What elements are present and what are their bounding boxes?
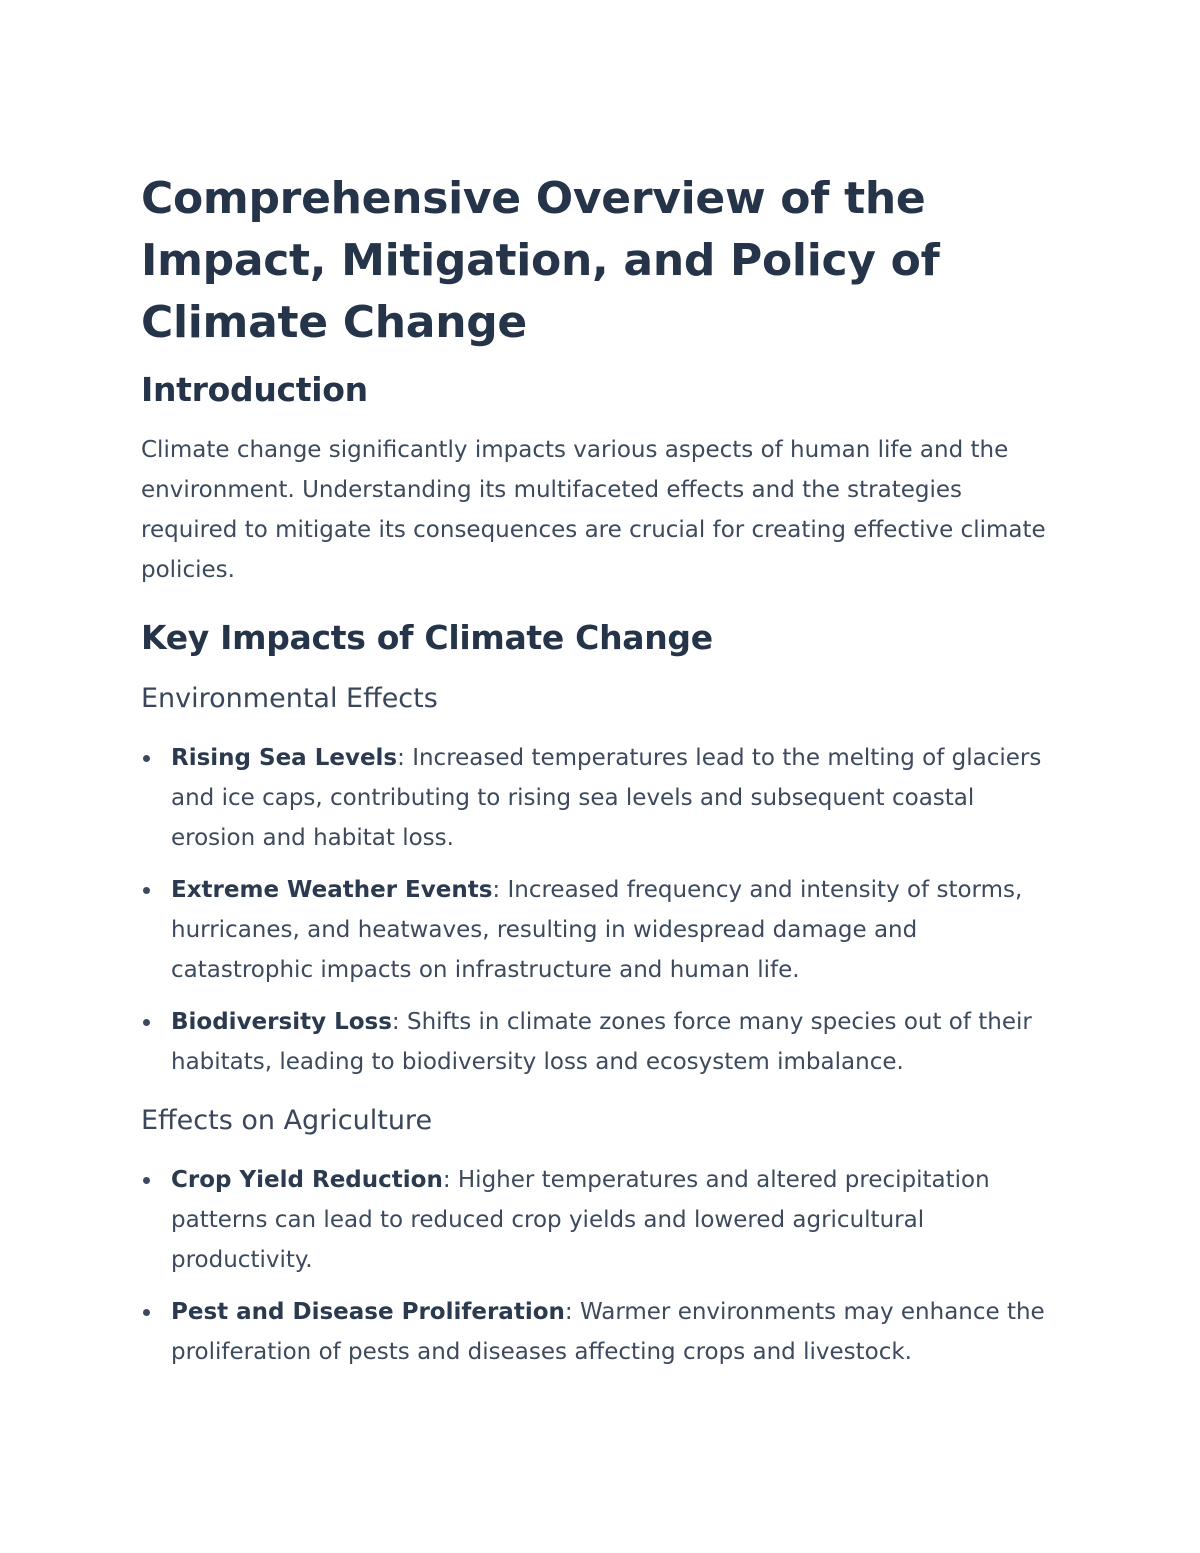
subsection-heading-effects-on-agriculture: Effects on Agriculture (141, 1105, 433, 1136)
list-item (141, 1002, 1061, 1082)
list-item-text: : Increased frequency and intensity of storms, hurricanes, and heatwaves, resulting in widespread damage and catastrophic impacts on infrastructure and human life. (171, 877, 1023, 983)
section-heading-introduction: Introduction (141, 370, 368, 409)
list-item-text: : Higher temperatures and altered precipitation patterns can lead to reduced crop yields and lowered agricultural productivity. (171, 1167, 990, 1273)
introduction-paragraph: Climate change significantly impacts various aspects of human life and the environment. Understanding its multifaceted effects and the strategies required to mitigate its consequences are crucial for creating effective climate policies. (141, 437, 1046, 583)
document-page (141, 168, 1061, 1372)
subsection-heading-environmental-effects: Environmental Effects (141, 683, 438, 714)
list-item-text: : Increased temperatures lead to the melting of glaciers and ice caps, contributing to rising sea levels and subsequent coastal erosion and habitat loss. (171, 745, 1042, 851)
list-item (141, 1160, 1061, 1280)
environmental-effects-list (141, 738, 1061, 1082)
bullet-icon (143, 1019, 150, 1026)
bullet-icon (143, 887, 150, 894)
bullet-icon (143, 755, 150, 762)
list-item-term: Rising Sea Levels (171, 745, 398, 771)
list-item-term: Biodiversity Loss (171, 1009, 392, 1035)
list-item-text: : Warmer environments may enhance the proliferation of pests and diseases affecting crops and livestock. (171, 1299, 1045, 1365)
list-item (141, 1292, 1061, 1372)
list-item-term: Pest and Disease Proliferation (171, 1299, 565, 1325)
list-item (141, 738, 1061, 858)
section-heading-key-impacts: Key Impacts of Climate Change (141, 618, 713, 657)
list-item-term: Extreme Weather Events (171, 877, 493, 903)
document-title: Comprehensive Overview of the Impact, Mitigation, and Policy of Climate Change (141, 173, 940, 348)
agriculture-effects-list (141, 1160, 1061, 1372)
bullet-icon (143, 1177, 150, 1184)
list-item-term: Crop Yield Reduction (171, 1167, 443, 1193)
list-item (141, 870, 1061, 990)
bullet-icon (143, 1309, 150, 1316)
list-item-text: : Shifts in climate zones force many species out of their habitats, leading to biodiversity loss and ecosystem imbalance. (171, 1009, 1032, 1075)
